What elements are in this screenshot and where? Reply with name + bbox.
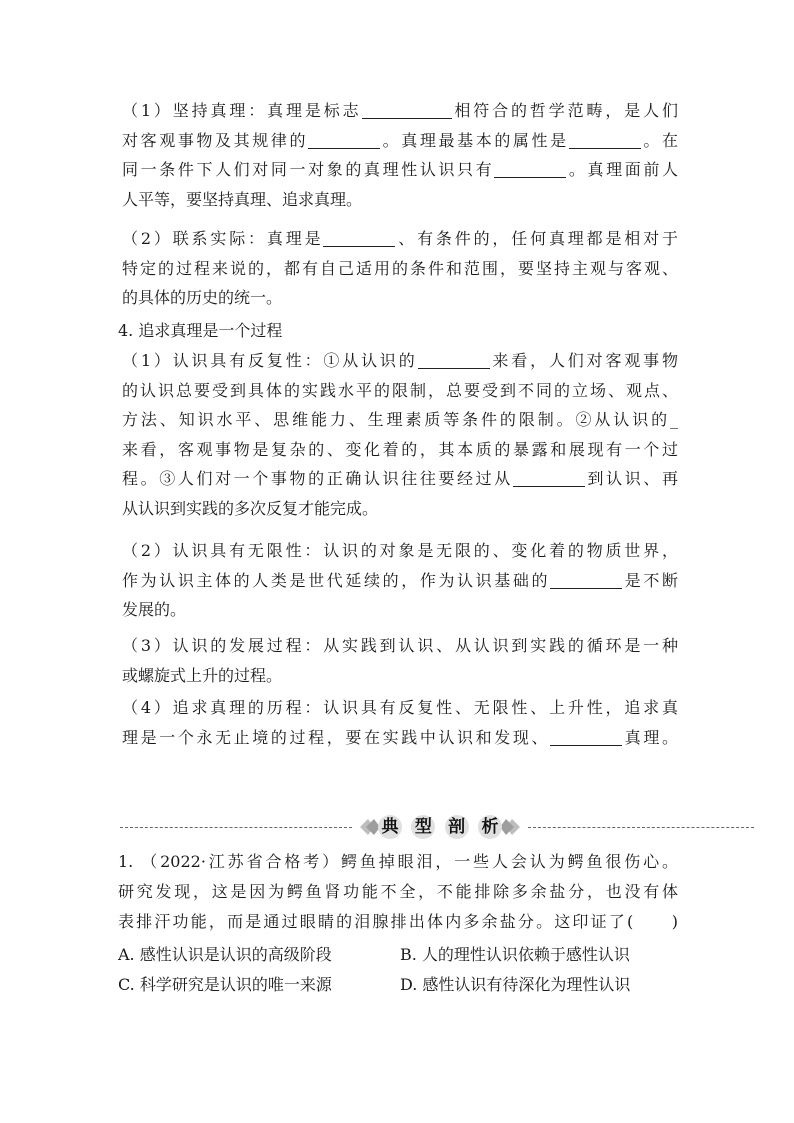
text-line: 或螺旋式上升的过程。 [122, 665, 283, 685]
option-b: B. 人的理性认识依赖于感性认识 [400, 945, 630, 964]
fill-blank [494, 159, 566, 178]
text-line: 表排汗功能，而是通过眼睛的泪腺排出体内多余盐分。这印证了( ) [118, 912, 678, 931]
option-c: C. 科学研究是认识的唯一来源 [118, 975, 332, 994]
paragraph-development [122, 631, 678, 690]
fill-blank [418, 350, 490, 369]
banner-char: 典 [378, 815, 402, 839]
fill-blank [308, 130, 380, 149]
text-line: 从认识到实践的多次反复才能完成。 [122, 498, 379, 518]
options-row [118, 970, 678, 1000]
text-line: 程。③人们对一个事物的正确认识往往要经过从 到认识、再 [122, 469, 678, 488]
paragraph-pursuit-course [122, 693, 678, 752]
text-line: （1）坚持真理：真理是标志 相符合的哲学范畴，是人们 [122, 101, 678, 120]
paragraph-connect-reality [122, 224, 678, 313]
text-line: 发展的。 [122, 600, 187, 619]
dashed-divider [120, 827, 352, 828]
option-a: A. 感性认识是认识的高级阶段 [118, 945, 332, 964]
fill-blank [323, 228, 395, 247]
text-line: 作为认识主体的人类是世代延续的，作为认识基础的 是不断 [122, 570, 678, 590]
section-banner [120, 813, 754, 841]
text-line: 理是一个永无止境的过程，要在实践中认识和发现、 真理。 [122, 727, 678, 747]
fill-blank [550, 570, 622, 589]
text-line: 研究发现，这是因为鳄鱼肾功能不全，不能排除多余盐分，也没有体 [118, 882, 678, 901]
text-line: 的具体的历史的统一。 [122, 288, 283, 307]
paragraph-infinity [122, 536, 678, 625]
options-row [118, 940, 678, 970]
text-line: 1. （2022·江苏省合格考）鳄鱼掉眼泪，一些人会认为鳄鱼很伤心。 [118, 852, 678, 871]
text-line: 特定的过程来说的，都有自己适用的条件和范围，要坚持主观与客观、 [122, 258, 678, 278]
text-line: （2）联系实际：真理是 、有条件的，任何真理都是相对于 [122, 229, 678, 248]
fill-blank [513, 468, 585, 487]
text-line: （4）追求真理的历程：认识具有反复性、无限性、上升性，追求真 [122, 698, 678, 717]
text-line: 人平等，要坚持真理、追求真理。 [122, 189, 363, 209]
fill-blank [550, 727, 622, 746]
banner-badge [360, 813, 520, 841]
question-options [118, 940, 678, 1000]
paragraph-repetitiveness [122, 346, 678, 523]
text-line: 对客观事物及其规律的 。真理最基本的属性是 。在 [122, 130, 678, 150]
text-line: 方法、知识水平、思维能力、生理素质等条件的限制。②从认识的_ [122, 410, 678, 429]
banner-title [378, 815, 502, 839]
fill-blank [569, 130, 641, 149]
fill-blank [362, 100, 452, 119]
option-d: D. 感性认识有待深化为理性认识 [400, 975, 631, 994]
text-line: （1）认识具有反复性：①从认识的 来看，人们对客观事物 [122, 351, 678, 370]
banner-char: 析 [478, 815, 502, 839]
banner-char: 型 [411, 815, 435, 839]
text-line: （2）认识具有无限性：认识的对象是无限的、变化着的物质世界， [122, 541, 678, 560]
paragraph-uphold-truth [122, 96, 678, 214]
text-line: （3）认识的发展过程：从实践到认识、从认识到实践的循环是一种 [122, 636, 678, 655]
banner-char: 剖 [445, 815, 469, 839]
text-line: 的认识总要受到具体的实践水平的限制，总要受到不同的立场、观点、 [122, 380, 678, 400]
text-line: 来看，客观事物是复杂的、变化着的，其本质的暴露和展现有一个过 [122, 439, 678, 459]
dashed-divider [528, 827, 754, 828]
section-heading: 4. 追求真理是一个过程 [118, 321, 283, 340]
question-stem [118, 847, 678, 937]
text-line: 同一条件下人们对同一对象的真理性认识只有 。真理面前人 [122, 160, 678, 179]
